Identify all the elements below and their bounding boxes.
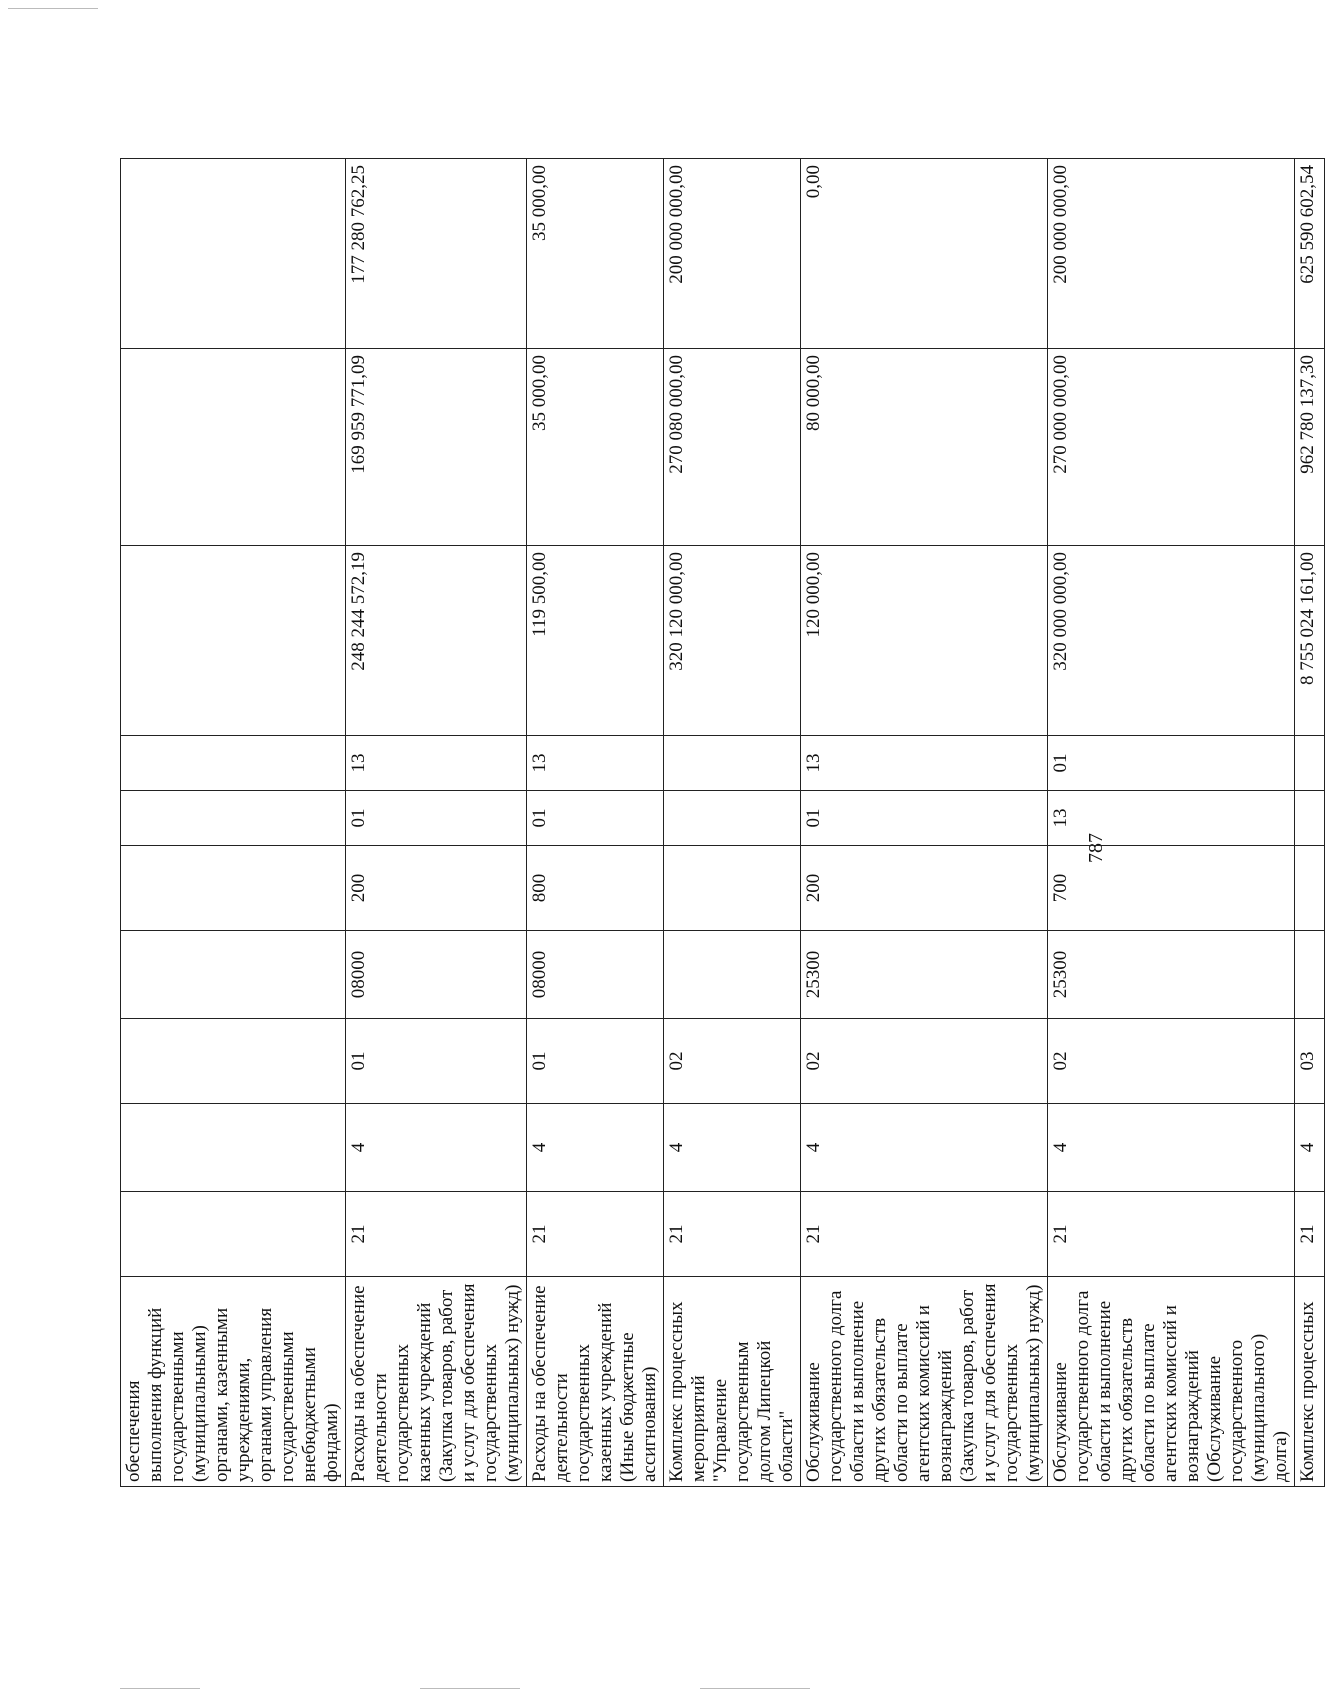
code-cell: 02 — [801, 1019, 1048, 1104]
amount-cell: 80 000,00 — [801, 349, 1048, 546]
code-cell: 200 — [801, 846, 1048, 931]
code-cell: 4 — [1295, 1104, 1325, 1192]
table-row — [801, 159, 1048, 1487]
amount-cell — [121, 159, 346, 349]
code-cell: 4 — [1048, 1104, 1295, 1192]
code-cell — [121, 846, 346, 931]
code-cell — [1295, 931, 1325, 1019]
amount-cell — [121, 546, 346, 736]
code-cell: 03 — [1295, 1019, 1325, 1104]
code-cell: 21 — [801, 1192, 1048, 1277]
amount-cell — [121, 349, 346, 546]
row-name-cell: Обслуживание государственного долга области и выполнение других обязательств области по выплате агентских комиссий и вознаграждений (Обслуживание государственного (муниципального) долга) — [1048, 1277, 1295, 1487]
amount-cell: 0,00 — [801, 159, 1048, 349]
amount-cell: 119 500,00 — [527, 546, 664, 736]
code-cell: 21 — [1295, 1192, 1325, 1277]
code-cell: 13 — [527, 736, 664, 791]
amount-cell: 8 755 024 161,00 — [1295, 546, 1325, 736]
code-cell — [1295, 846, 1325, 931]
row-name-cell: Расходы на обеспечение деятельности государственных казенных учреждений (Закупка товаров, работ и услуг для обеспечения государственных (муниципальных) нужд) — [346, 1277, 527, 1487]
amount-cell: 169 959 771,09 — [346, 349, 527, 546]
row-name-cell: Обслуживание государственного долга области и выполнение других обязательств области по выплате агентских комиссий и вознаграждений (Закупка товаров, работ и услуг для обеспечения государственных (муниципальных) нужд) — [801, 1277, 1048, 1487]
code-cell: 13 — [1048, 791, 1295, 846]
code-cell: 01 — [801, 791, 1048, 846]
code-cell: 21 — [664, 1192, 801, 1277]
amount-cell: 625 590 602,54 — [1295, 159, 1325, 349]
amount-cell: 270 080 000,00 — [664, 349, 801, 546]
code-cell: 08000 — [346, 931, 527, 1019]
budget-table — [120, 158, 1325, 1487]
amount-cell: 120 000,00 — [801, 546, 1048, 736]
amount-cell: 270 000 000,00 — [1048, 349, 1295, 546]
table-row — [121, 159, 346, 1487]
code-cell — [121, 791, 346, 846]
amount-cell: 248 244 572,19 — [346, 546, 527, 736]
row-name-cell: Комплекс процессных мероприятий "Управление государственным долгом Липецкой области" — [664, 1277, 801, 1487]
amount-cell: 35 000,00 — [527, 349, 664, 546]
code-cell: 01 — [527, 1019, 664, 1104]
row-name-cell: Расходы на обеспечение деятельности государственных казенных учреждений (Иные бюджетные ассигнования) — [527, 1277, 664, 1487]
code-cell: 21 — [346, 1192, 527, 1277]
table-row — [1295, 159, 1325, 1487]
code-cell — [664, 846, 801, 931]
code-cell: 21 — [1048, 1192, 1295, 1277]
code-cell — [1295, 736, 1325, 791]
amount-cell: 320 120 000,00 — [664, 546, 801, 736]
code-cell — [121, 1019, 346, 1104]
code-cell: 800 — [527, 846, 664, 931]
code-cell — [121, 736, 346, 791]
code-cell — [664, 931, 801, 1019]
row-name-cell: Комплекс процессных — [1295, 1277, 1325, 1487]
code-cell: 4 — [664, 1104, 801, 1192]
amount-cell: 320 000 000,00 — [1048, 546, 1295, 736]
table-row — [664, 159, 801, 1487]
code-cell — [121, 1104, 346, 1192]
amount-cell: 177 280 762,25 — [346, 159, 527, 349]
code-cell — [1295, 791, 1325, 846]
code-cell: 13 — [801, 736, 1048, 791]
code-cell: 25300 — [801, 931, 1048, 1019]
amount-cell: 962 780 137,30 — [1295, 349, 1325, 546]
code-cell: 25300 — [1048, 931, 1295, 1019]
scan-artifact — [420, 1688, 520, 1689]
table-row — [346, 159, 527, 1487]
code-cell: 13 — [346, 736, 527, 791]
code-cell: 21 — [527, 1192, 664, 1277]
table-row — [527, 159, 664, 1487]
code-cell: 02 — [1048, 1019, 1295, 1104]
code-cell — [121, 1192, 346, 1277]
amount-cell: 35 000,00 — [527, 159, 664, 349]
scan-artifact — [700, 1688, 810, 1689]
code-cell: 01 — [346, 791, 527, 846]
code-cell: 08000 — [527, 931, 664, 1019]
scan-artifact — [8, 8, 98, 9]
amount-cell: 200 000 000,00 — [664, 159, 801, 349]
code-cell: 4 — [801, 1104, 1048, 1192]
code-cell: 200 — [346, 846, 527, 931]
code-cell — [121, 931, 346, 1019]
code-cell: 01 — [527, 791, 664, 846]
code-cell: 02 — [664, 1019, 801, 1104]
code-cell: 01 — [1048, 736, 1295, 791]
table-body — [121, 159, 1325, 1487]
table-row — [1048, 159, 1295, 1487]
code-cell — [664, 736, 801, 791]
amount-cell: 200 000 000,00 — [1048, 159, 1295, 349]
code-cell: 01 — [346, 1019, 527, 1104]
code-cell: 4 — [346, 1104, 527, 1192]
page-number: 787 — [1085, 833, 1107, 863]
code-cell: 700 — [1048, 846, 1295, 931]
code-cell — [664, 791, 801, 846]
row-name-cell: обеспечения выполнения функций государственными (муниципальными) органами, казенными учреждениями, органами управления государственными внебюджетными фондами) — [121, 1277, 346, 1487]
code-cell: 4 — [527, 1104, 664, 1192]
scan-artifact — [120, 1688, 200, 1689]
